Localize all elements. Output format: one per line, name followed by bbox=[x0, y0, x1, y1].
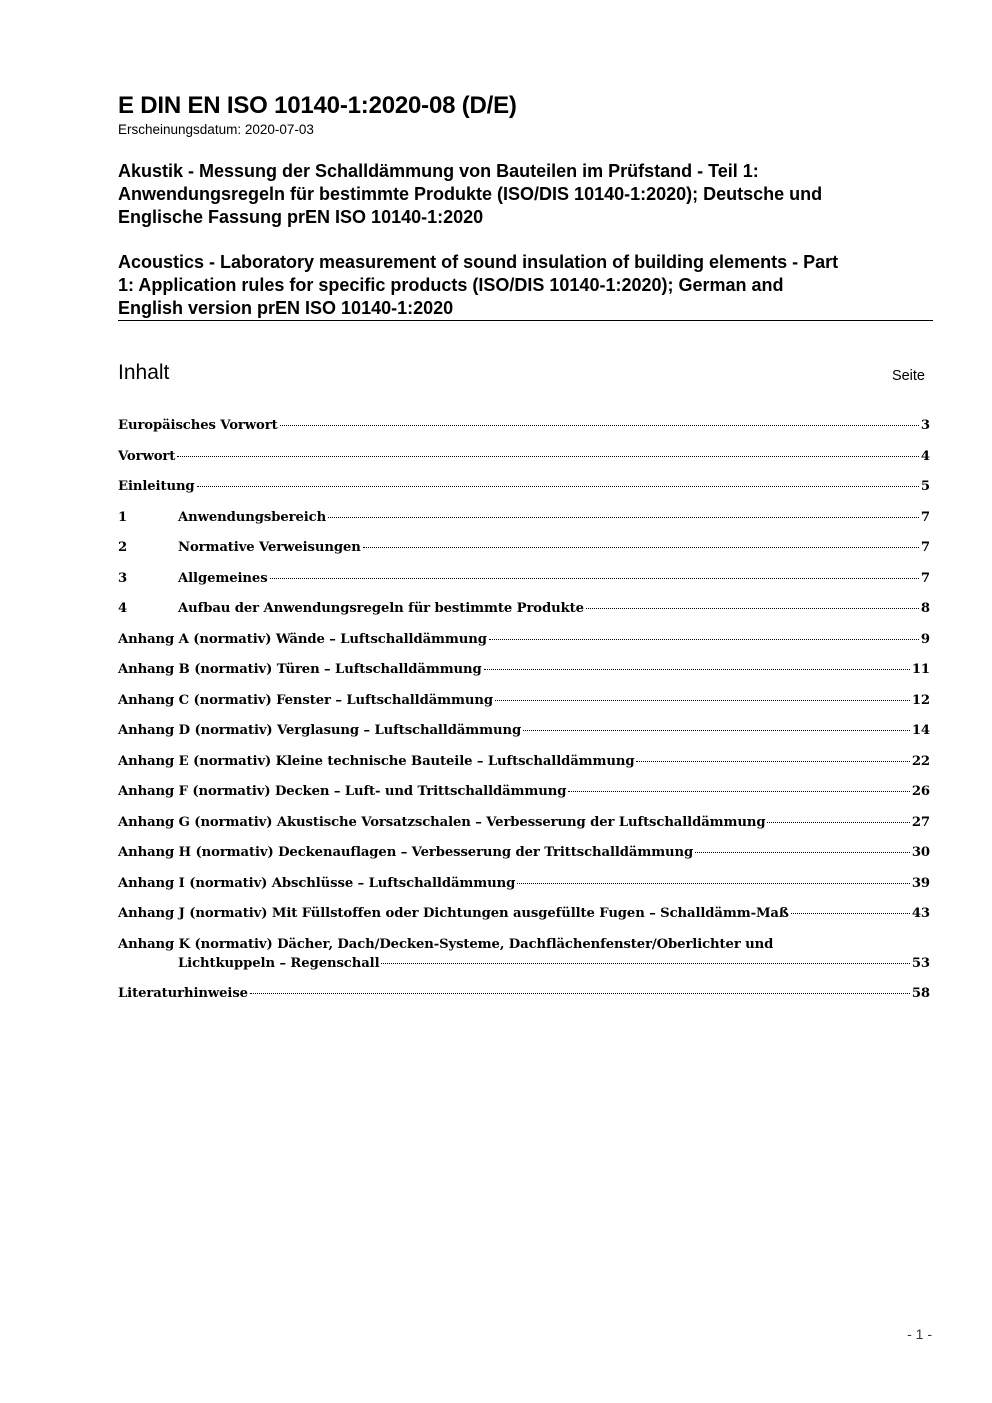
toc-entry-page: 22 bbox=[911, 753, 930, 769]
toc-entry-page: 7 bbox=[920, 570, 930, 586]
toc-entry-label: Anhang K (normativ) Dächer, Dach/Decken-Systeme, Dachflächenfenster/Oberlichter und bbox=[118, 936, 774, 952]
toc-dot-leader bbox=[250, 993, 910, 994]
toc-entry-page: 39 bbox=[911, 875, 930, 891]
toc-entry-page: 26 bbox=[911, 784, 930, 799]
toc-entry[interactable] bbox=[118, 447, 930, 466]
toc-entry-label: Einleitung bbox=[118, 479, 195, 494]
english-title-line: Acoustics - Laboratory measurement of sound insulation of building elements - Part bbox=[118, 252, 839, 272]
toc-entry-label: Anhang F (normativ) Decken – Luft- und Trittschalldämmung bbox=[118, 784, 567, 799]
toc-entry-label: Europäisches Vorwort bbox=[118, 418, 278, 433]
toc-entry-page: 12 bbox=[911, 692, 930, 708]
toc-entry[interactable] bbox=[118, 538, 930, 557]
toc-dot-leader bbox=[791, 913, 910, 914]
german-title-line: Anwendungsregeln für bestimmte Produkte (ISO/DIS 10140-1:2020); Deutsche und bbox=[118, 184, 823, 204]
german-title-line: Akustik - Messung der Schalldämmung von Bauteilen im Prüfstand - Teil 1: bbox=[118, 161, 759, 181]
toc-dot-leader bbox=[197, 486, 919, 487]
toc-entry[interactable] bbox=[118, 599, 930, 618]
toc-dot-leader bbox=[636, 761, 909, 762]
toc-entry-label: Anhang A (normativ) Wände – Luftschalldämmung bbox=[118, 631, 487, 647]
toc-entry-page: 58 bbox=[911, 986, 930, 1001]
table-of-contents bbox=[118, 416, 930, 1015]
toc-entry-label: Anhang J (normativ) Mit Füllstoffen oder Dichtungen ausgefüllte Fugen – Schalldämm-Maß bbox=[118, 906, 789, 921]
toc-entry-page: 30 bbox=[911, 845, 930, 860]
toc-dot-leader bbox=[568, 791, 909, 792]
toc-dot-leader bbox=[484, 669, 910, 670]
title-divider bbox=[118, 320, 933, 321]
toc-entry[interactable] bbox=[118, 782, 930, 801]
toc-entry-number: 4 bbox=[118, 601, 128, 616]
toc-dot-leader bbox=[489, 639, 919, 640]
toc-entry-page: 7 bbox=[920, 540, 930, 555]
toc-page-column-label: Seite bbox=[891, 368, 925, 384]
toc-dot-leader bbox=[280, 425, 919, 426]
toc-entry-label: Normative Verweisungen bbox=[178, 540, 361, 555]
toc-entry-number: 3 bbox=[118, 570, 128, 586]
toc-entry[interactable] bbox=[118, 813, 930, 832]
toc-entry-label: Literaturhinweise bbox=[118, 986, 248, 1001]
toc-entry-label: Aufbau der Anwendungsregeln für bestimmte Produkte bbox=[178, 601, 584, 616]
toc-entry-label: Anhang D (normativ) Verglasung – Luftschalldämmung bbox=[118, 723, 522, 738]
toc-entry-label: Anhang H (normativ) Deckenauflagen – Verbesserung der Trittschalldämmung bbox=[118, 845, 694, 860]
toc-dot-leader bbox=[523, 730, 910, 731]
toc-entry-page: 9 bbox=[920, 631, 930, 647]
toc-entry-page: 11 bbox=[911, 662, 930, 677]
toc-dot-leader bbox=[586, 608, 919, 609]
toc-entry-label: Anhang I (normativ) Abschlüsse – Luftschalldämmung bbox=[118, 875, 516, 891]
toc-entry-page: 27 bbox=[911, 814, 930, 830]
english-title-line: 1: Application rules for specific products (ISO/DIS 10140-1:2020); German and bbox=[118, 275, 784, 295]
toc-entry-page: 7 bbox=[920, 509, 930, 525]
toc-dot-leader bbox=[270, 578, 919, 579]
toc-entry-page: 5 bbox=[920, 479, 930, 494]
toc-entry-label: Anhang C (normativ) Fenster – Luftschalldämmung bbox=[118, 692, 493, 708]
toc-entry-label: Anhang G (normativ) Akustische Vorsatzschalen – Verbesserung der Luftschalldämmung bbox=[118, 814, 766, 830]
toc-entry-page: 14 bbox=[911, 723, 930, 738]
toc-entry[interactable] bbox=[118, 508, 930, 527]
toc-dot-leader bbox=[381, 963, 909, 964]
toc-entry[interactable] bbox=[118, 477, 930, 496]
toc-entry-page: 3 bbox=[920, 418, 930, 433]
release-date: Erscheinungsdatum: 2020-07-03 bbox=[118, 122, 314, 137]
toc-entry[interactable] bbox=[118, 843, 930, 862]
toc-entry-label: Anhang E (normativ) Kleine technische Bauteile – Luftschalldämmung bbox=[118, 753, 635, 769]
toc-dot-leader bbox=[767, 822, 909, 823]
toc-entry-label: Anwendungsbereich bbox=[178, 509, 327, 525]
english-title bbox=[118, 251, 933, 320]
toc-entry[interactable] bbox=[118, 721, 930, 740]
page-number: - 1 - bbox=[907, 1326, 932, 1342]
toc-entry[interactable] bbox=[118, 630, 930, 649]
toc-dot-leader bbox=[495, 700, 910, 701]
toc-dot-leader bbox=[328, 517, 919, 518]
toc-entry-label: Vorwort bbox=[118, 448, 176, 464]
german-title bbox=[118, 160, 933, 229]
toc-entry[interactable] bbox=[118, 691, 930, 710]
toc-dot-leader bbox=[517, 883, 910, 884]
toc-entry[interactable] bbox=[118, 984, 930, 1003]
german-title-line: Englische Fassung prEN ISO 10140-1:2020 bbox=[118, 207, 484, 227]
toc-entry[interactable] bbox=[118, 904, 930, 923]
toc-entry-number: 2 bbox=[118, 540, 128, 555]
english-title-line: English version prEN ISO 10140-1:2020 bbox=[118, 298, 454, 318]
toc-entry[interactable] bbox=[118, 660, 930, 679]
toc-dot-leader bbox=[363, 547, 919, 548]
toc-dot-leader bbox=[177, 456, 919, 457]
toc-entry-label-continued: Lichtkuppeln – Regenschall bbox=[178, 955, 380, 971]
toc-entry-page: 8 bbox=[920, 601, 930, 616]
toc-entry-page: 43 bbox=[911, 906, 930, 921]
toc-entry[interactable] bbox=[118, 874, 930, 893]
toc-entry[interactable] bbox=[118, 752, 930, 771]
toc-entry-page: 4 bbox=[920, 448, 930, 464]
toc-heading: Inhalt bbox=[118, 361, 170, 384]
toc-entry-page: 53 bbox=[911, 955, 930, 971]
toc-entry-label: Anhang B (normativ) Türen – Luftschalldämmung bbox=[118, 662, 482, 677]
toc-entry[interactable] bbox=[118, 416, 930, 435]
document-id: E DIN EN ISO 10140-1:2020-08 (D/E) bbox=[118, 92, 517, 119]
toc-entry-number: 1 bbox=[118, 509, 128, 525]
toc-dot-leader bbox=[695, 852, 910, 853]
toc-entry-label: Allgemeines bbox=[178, 570, 268, 586]
toc-entry[interactable] bbox=[118, 935, 930, 973]
toc-entry[interactable] bbox=[118, 569, 930, 588]
